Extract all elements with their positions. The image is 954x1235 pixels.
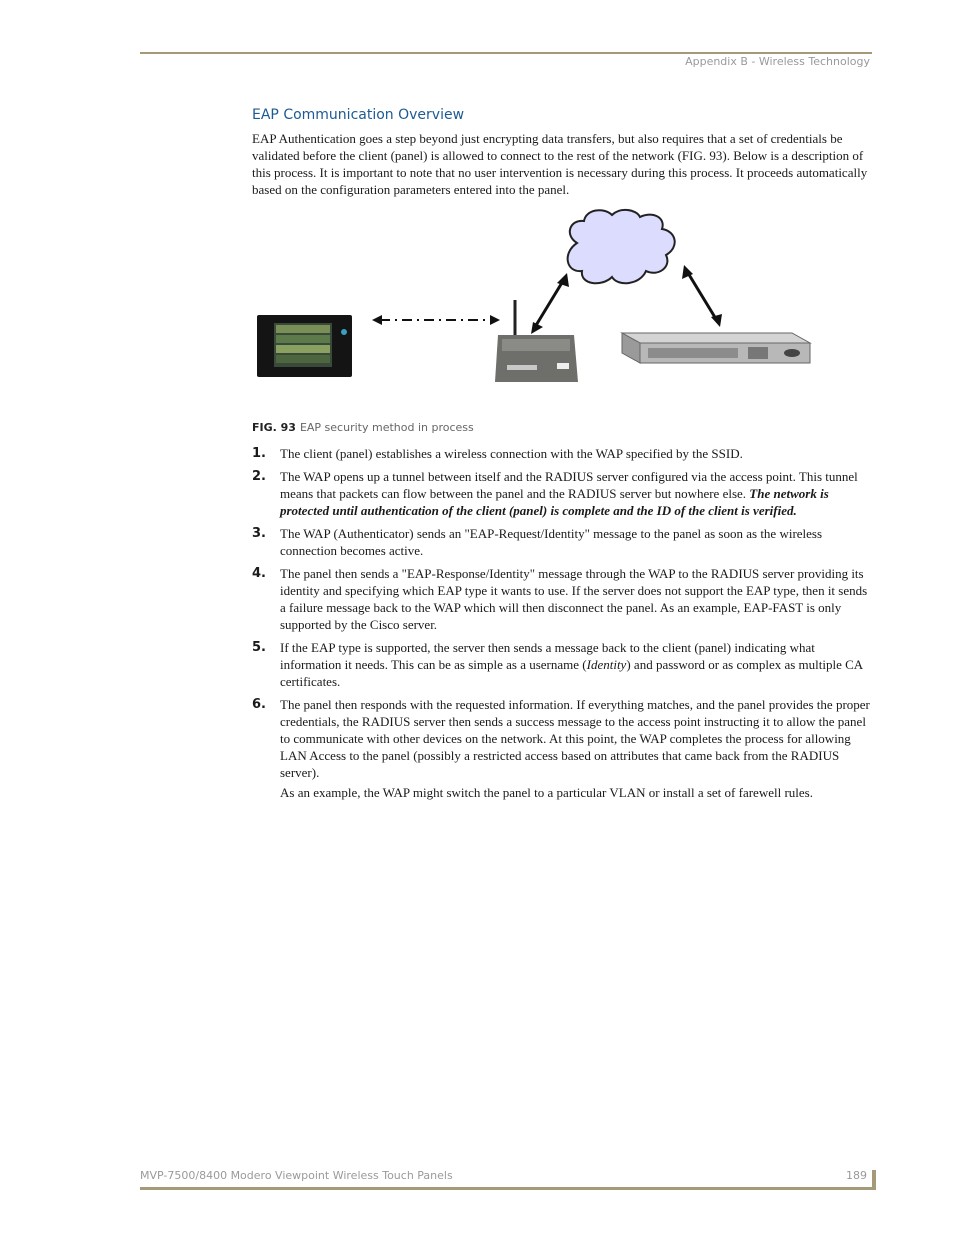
section-title: EAP Communication Overview <box>252 107 465 123</box>
step-emphasis: The network is protected until authentication of the client (panel) is complete and the ID of the client is verified. <box>280 486 829 518</box>
eap-diagram <box>252 205 872 390</box>
step-text: The panel then responds with the requested information. If everything matches, and the panel provides the proper credentials, the RADIUS server then sends a success message to the access point instructing it to allow the panel to communicate with other devices on the network. At this point, the WAP completes the process for allowing LAN Access to the panel (possibly a restricted access based on attributes that came back from the RADIUS server). <box>280 697 870 780</box>
footer-product: MVP-7500/8400 Modero Viewpoint Wireless Touch Panels <box>140 1169 453 1182</box>
list-item <box>252 468 872 519</box>
step-italic: Identity <box>586 657 627 672</box>
cloud-server-link <box>682 265 722 327</box>
access-point-icon <box>495 300 578 382</box>
list-item <box>252 445 872 462</box>
wireless-link <box>372 315 500 325</box>
step-note: As an example, the WAP might switch the panel to a particular VLAN or install a set of farewell rules. <box>280 785 813 800</box>
figure-caption-text: EAP security method in process <box>299 421 474 434</box>
network-cloud-icon <box>568 210 675 283</box>
list-item <box>252 639 872 690</box>
step-number: 4. <box>252 566 266 581</box>
figure-label: FIG. 93 <box>252 421 296 434</box>
figure-caption <box>252 421 474 434</box>
header-rule <box>140 52 872 54</box>
step-text: The WAP opens up a tunnel between itself and the RADIUS server configured via the access point. This tunnel means that packets can flow between the panel and the RADIUS server but nowhere else. <box>280 469 858 501</box>
radius-server-icon <box>622 333 810 363</box>
step-text-cont: ) and password or as complex as multiple CA certificates. <box>280 657 863 689</box>
ap-cloud-link <box>531 273 569 334</box>
list-item <box>252 525 872 559</box>
list-item <box>252 696 872 801</box>
step-number: 1. <box>252 446 266 461</box>
intro-paragraph: EAP Authentication goes a step beyond just encrypting data transfers, but also requires that a set of credentials be validated before the client (panel) is allowed to connect to the rest of the network (FIG. 93). Below is a description of this process. It is important to note that no user intervention is necessary during this process. It proceeds automatically based on the configuration parameters entered into the panel. <box>252 131 868 197</box>
page-number: 189 <box>846 1169 867 1182</box>
step-text: The panel then sends a "EAP-Response/Identity" message through the WAP to the RADIUS server providing its identity and specifying which EAP type it wants to use. If the server does not support the EAP type, then it sends a failure message back to the WAP which will then disconnect the panel. As an example, EAP-FAST is only supported by the Cisco server. <box>280 566 868 632</box>
footer-rule <box>140 1187 876 1190</box>
step-number: 5. <box>252 640 266 655</box>
header-section: Appendix B - Wireless Technology <box>685 55 870 68</box>
steps-list <box>252 445 872 807</box>
footer-tick <box>872 1170 876 1190</box>
step-number: 6. <box>252 697 266 712</box>
touch-panel-icon <box>257 315 352 377</box>
step-number: 2. <box>252 469 266 484</box>
step-text: The client (panel) establishes a wireless connection with the WAP specified by the SSID. <box>280 446 743 461</box>
step-text: The WAP (Authenticator) sends an "EAP-Request/Identity" message to the panel as soon as the wireless connection becomes active. <box>280 526 823 558</box>
step-number: 3. <box>252 526 266 541</box>
step-text: If the EAP type is supported, the server then sends a message back to the client (panel) indicating what information it needs. This can be as simple as a username ( <box>280 640 815 672</box>
list-item <box>252 565 872 633</box>
